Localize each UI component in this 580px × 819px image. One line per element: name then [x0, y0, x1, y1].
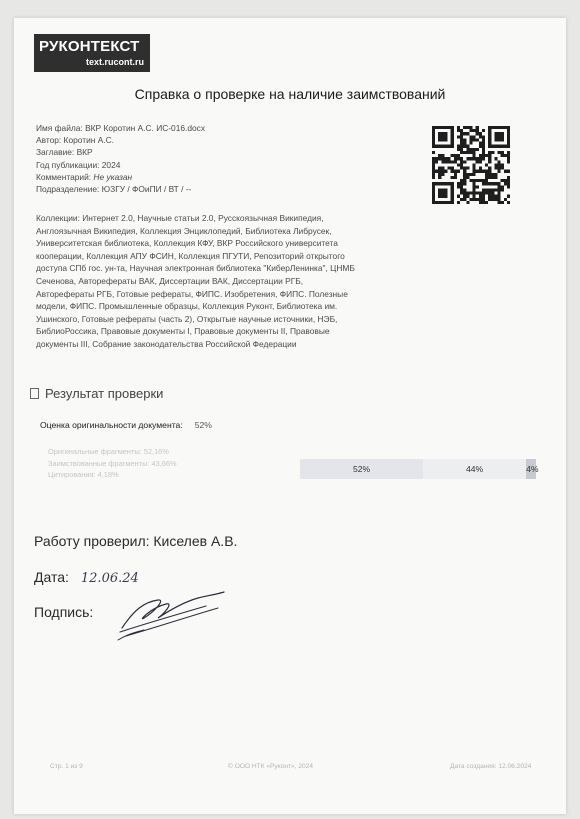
- collections-line: документы III, Собрание законодательства Российской Федерации: [36, 338, 297, 349]
- collections-line: Авторефераты РГБ, Готовые рефераты, ФИПС. Изобретения, ФИПС. Полезные: [36, 288, 348, 299]
- logo-brand: РУКОНТЕКСТ: [39, 38, 140, 55]
- meta-comment: [36, 171, 416, 183]
- signature-label: Подпись:: [34, 604, 94, 620]
- collections-line: кооперации, Коллекция АПУ ФСИН, Коллекция ПГУТИ, Репозиторий открытого: [36, 250, 345, 261]
- meta-comment-value: Не указан: [93, 171, 133, 182]
- legend-borrowed: Заимствованные фрагменты: 43,66%: [48, 458, 177, 468]
- date-row: [34, 569, 139, 586]
- rucontext-logo: [34, 34, 150, 72]
- bar-segment-original: 52%: [300, 459, 423, 479]
- collections-line: доступа СПб гос. ун-та, Научная электронная библиотека "КиберЛенинка", ЦНМБ: [36, 263, 355, 274]
- score-label: Оценка оригинальности документа:: [40, 420, 183, 430]
- collections-line: Ушинского, Готовые рефераты (часть 2), Открытые научные источники, НЭБ,: [36, 313, 338, 324]
- collections-list: [36, 212, 418, 351]
- handwritten-date: 12.06.24: [80, 571, 139, 586]
- footer-copyright: © ООО НТК «Руконт», 2024: [228, 763, 314, 770]
- document-icon: [30, 388, 39, 399]
- legend-original: Оригинальные фрагменты: 52,16%: [48, 447, 169, 456]
- footer-created: Дата создания: 12.06.2024: [450, 763, 532, 770]
- collections-line: Коллекции: Интернет 2.0, Научные статьи 2.0, Русскоязычная Википедия,: [36, 213, 324, 223]
- result-heading-text: Результат проверки: [45, 386, 164, 401]
- logo-site: text.rucont.ru: [85, 57, 144, 67]
- meta-file-name: Имя файла: ВКР Коротин А.С. ИС-016.docx: [36, 123, 206, 133]
- handwritten-signature: [114, 588, 226, 642]
- bar-segment-citations: 4%: [526, 459, 536, 479]
- footer-page: Стр. 1 из 9: [50, 763, 83, 770]
- checked-by: Работу проверил: Киселев А.В.: [34, 533, 238, 549]
- meta-comment-label: Комментарий:: [36, 171, 92, 182]
- meta-division: Подразделение: ЮЗГУ / ФОиПИ / ВТ / --: [36, 184, 192, 195]
- originality-score: [40, 420, 212, 430]
- collections-line: БиблиоРоссика, Правовые документы I, Правовые документы II, Правовые: [36, 326, 330, 337]
- qr-code: [432, 126, 510, 204]
- collections-line: модели, ФИПС. Промышленные образцы, Коллекция Руконт, Библиотека им.: [36, 301, 338, 312]
- report-title: Справка о проверке на наличие заимствований: [134, 86, 446, 102]
- originality-bar: [300, 459, 539, 479]
- score-legend: [48, 446, 177, 481]
- bar-segment-borrowed: 44%: [423, 459, 526, 479]
- document-metadata: [36, 122, 416, 195]
- collections-line: Университетская библиотека, Коллекция КФУ, ВКР Российского университета: [36, 238, 338, 249]
- meta-year: Год публикации: 2024: [36, 159, 121, 170]
- meta-author: Автор: Коротин А.С.: [36, 135, 114, 146]
- collections-line: Англоязычная Википедия, Коллекция Энциклопедий, Библиотека Либрусек,: [36, 225, 332, 236]
- collections-line: Сеченова, Авторефераты ВАК, Диссертации ВАК, Диссертации РГБ,: [36, 275, 304, 286]
- legend-citations: Цитирования: 4,18%: [48, 470, 119, 479]
- result-heading: [30, 386, 163, 401]
- meta-heading: Заглавие: ВКР: [36, 147, 93, 158]
- report-sheet: [14, 18, 566, 814]
- date-label: Дата:: [34, 569, 69, 585]
- score-value: 52%: [194, 420, 212, 430]
